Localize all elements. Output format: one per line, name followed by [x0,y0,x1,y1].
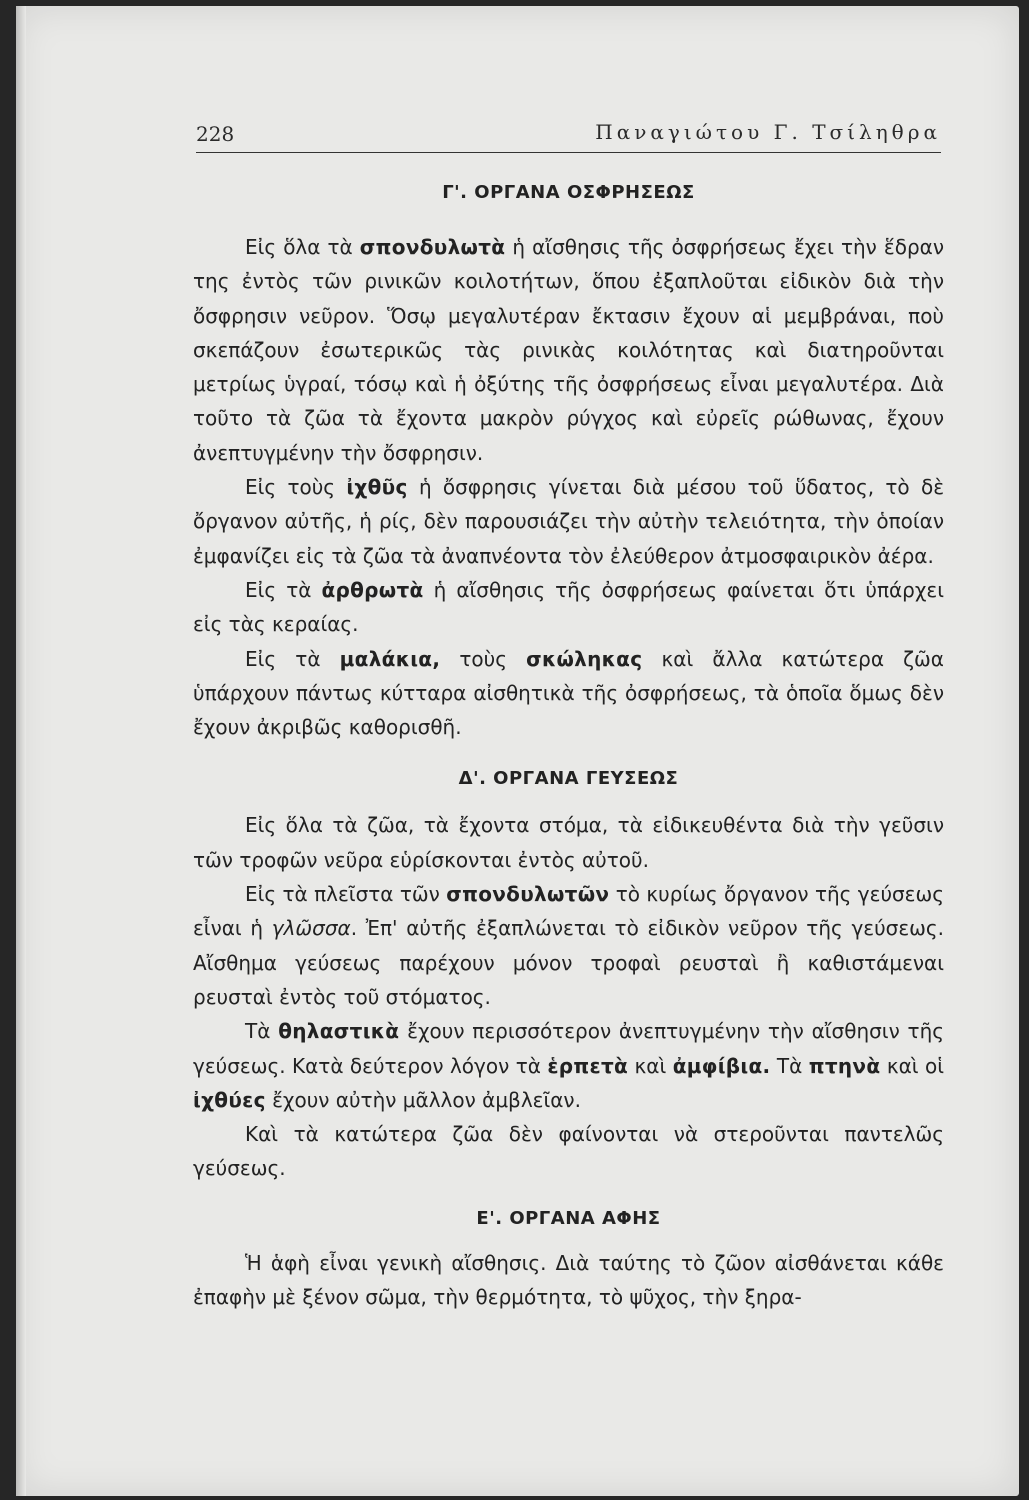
text-run: ἡ αἴσθησις τῆς ὀσφρήσεως φαίνεται ὅτι ὑπάρχει εἰς τὰς κεραίας. [193,577,944,637]
text-run: καὶ [628,1053,673,1078]
text-run: Τὰ [770,1053,809,1078]
text-run: Ἡ ἁφὴ εἶναι γενικὴ αἴσθησις. Διὰ ταύτης τὸ ζῶον αἰσθάνεται κάθε ἐπαφὴν μὲ ξένον σῶμα, τὴν θερμότητα, τὸ ψῦχος, τὴν ξηρα- [193,1250,944,1310]
text-run: ἔχουν αὐτὴν μᾶλλον ἀμβλεῖαν. [265,1087,581,1112]
emphasis-term: ἰχθύες [193,1087,266,1112]
page-header [196,118,941,153]
text-run: Καὶ τὰ κατώτερα ζῶα δὲν φαίνονται νὰ στεροῦνται παντελῶς γεύσεως. [193,1122,944,1181]
text-run: Εἰς ὅλα τὰ ζῶα, τὰ ἔχοντα στόμα, τὰ εἰδικευθέντα διὰ τὴν γεῦσιν τῶν τροφῶν νεῦρα εὑρίσκονται ἐντὸς αὐτοῦ. [193,813,944,872]
emphasis-term: σπονδυλωτὰ [359,235,506,259]
text-run: Εἰς τοὺς [245,475,347,500]
text-run: Τὰ [245,1019,279,1044]
text-run: ἡ αἴσθησις τῆς ὀσφρήσεως ἔχει τὴν ἕδραν της ἐντὸς τῶν ρινικῶν κοιλοτήτων, ὅπου ἐξαπλοῦται εἰδικὸν διὰ τὴν ὄσφρησιν νεῦρον. Ὅσῳ μεγαλυτέραν ἔκτασιν ἔχουν αἱ μεμβράναι, ποὺ σκεπάζουν ἐσωτερικῶς τὰς ρινικὰς κοιλότητας καὶ διατηροῦνται μετρίως ὑγραί, τόσῳ καὶ ἡ ὀξύτης τῆς ὀσφρήσεως εἶναι μεγαλυτέρα. Διὰ τοῦτο τὰ ζῶα τὰ ἔχοντα μακρὸν ρύγχος καὶ εὐρεῖς ρώθωνας, ἔχουν ἀνεπτυγμένην τὴν ὄσφρησιν. [193,235,944,465]
paragraph [193,230,944,470]
emphasis-term: ἀρθρωτὰ [321,577,424,602]
text-run: τοὺς [440,646,527,671]
text-run: τὸ κυρίως ὄργανον τῆς γεύσεως εἶναι ἡ [193,882,944,941]
section-title-smell: Γ'. ΟΡΓΑΝΑ ΟΣΦΡΗΣΕΩΣ [442,182,695,203]
text-run: . Ἐπ' αὐτῆς ἐξαπλώνεται τὸ εἰδικὸν νεῦρον τῆς γεύσεως. Αἴσθημα γεύσεως παρέχουν μόνον τροφαὶ ρευσταὶ ἢ καθιστάμεναι ρευσταὶ ἐντὸς τοῦ στόματος. [193,916,944,1009]
text-run: Εἰς ὅλα τὰ [245,235,360,259]
paragraph [193,470,944,573]
paragraph [193,808,944,877]
text-run: Εἰς τὰ πλεῖστα τῶν [245,882,447,907]
running-head: Παναγιώτου Γ. Τσίληθρα [595,120,941,144]
text-run: Εἰς τὰ [245,646,340,671]
emphasis-term: πτηνὰ [808,1053,881,1078]
emphasis-term: μαλάκια, [339,646,441,671]
section-title-touch: Ε'. ΟΡΓΑΝΑ ΑΦΗΣ [476,1207,661,1229]
text-run: Εἰς τὰ [245,577,322,602]
text-run: καὶ οἱ [880,1053,944,1078]
paragraph [193,642,944,745]
paragraph [193,1014,944,1117]
section-title-taste: Δ'. ΟΡΓΑΝΑ ΓΕΥΣΕΩΣ [458,768,679,790]
paragraph [193,877,944,1014]
text-run: ἔχουν περισσότερον ἀνεπτυγμένην τὴν αἴσθησιν τῆς γεύσεως. Κατὰ δεύτερον λόγον τὰ [193,1019,944,1078]
text-run: καὶ ἄλλα κατώτερα ζῶα ὑπάρχουν πάντως κύτταρα αἰσθητικὰ τῆς ὀσφρήσεως, τὰ ὁποῖα ὅμως δὲν ἔχουν ἀκριβῶς καθορισθῆ. [193,646,944,740]
paragraph [193,573,944,642]
emphasis-term: ἑρπετὰ [547,1053,629,1078]
page-number: 228 [196,122,235,146]
paragraph [193,1246,944,1315]
italic-term: γλῶσσα [271,916,351,941]
emphasis-term: θηλαστικὰ [278,1019,400,1044]
emphasis-term: ἰχθῦς [346,475,408,500]
emphasis-term: σπονδυλωτῶν [446,882,610,907]
text-run: ἡ ὄσφρησις γίνεται διὰ μέσου τοῦ ὕδατος, τὸ δὲ ὄργανον αὐτῆς, ἡ ρίς, δὲν παρουσιάζει τὴν αὐτὴν τελειότητα, τὴν ὁποίαν ἐμφανίζει εἰς τὰ ζῶα τὰ ἀναπνέοντα τὸν ἐλεύθερον ἀτμοσφαιρικὸν ἀέρα. [193,475,945,568]
emphasis-term: σκώληκας [526,646,643,671]
paragraph [193,1117,944,1186]
emphasis-term: ἀμφίβια. [672,1053,771,1078]
page-body [193,178,944,1314]
